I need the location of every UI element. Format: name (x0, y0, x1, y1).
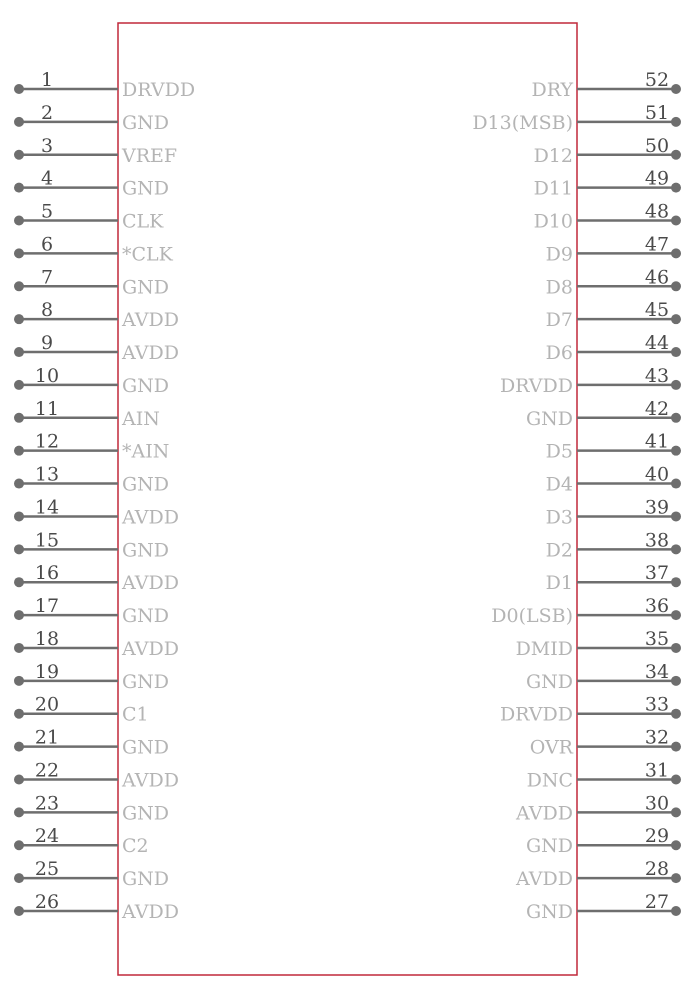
pin-terminal-dot (14, 446, 24, 456)
left-pin-3 (14, 135, 177, 167)
pin-terminal-dot (14, 610, 24, 620)
pin-terminal-dot (671, 709, 681, 719)
pin-terminal-dot (14, 511, 24, 521)
left-pin-6 (14, 233, 174, 265)
pin-number: 51 (644, 101, 670, 124)
pin-label: GND (122, 374, 170, 397)
pin-terminal-dot (14, 117, 24, 127)
pin-terminal-dot (671, 577, 681, 587)
right-pin-32 (530, 727, 681, 759)
pin-label: AVDD (516, 868, 573, 891)
pin-label: GND (122, 670, 170, 693)
left-pin-18 (14, 628, 179, 660)
pin-label: D13(MSB) (472, 111, 573, 134)
pin-terminal-dot (14, 676, 24, 686)
pin-terminal-dot (14, 479, 24, 489)
pin-number: 26 (34, 891, 60, 913)
pin-label: GND (122, 868, 170, 891)
left-pin-4 (14, 168, 169, 200)
right-pin-30 (515, 792, 681, 824)
pin-terminal-dot (671, 281, 681, 291)
pin-number: 9 (40, 332, 54, 355)
pin-terminal-dot (671, 347, 681, 357)
right-pin-47 (546, 233, 681, 265)
pin-label: GND (122, 802, 170, 825)
pin-number: 19 (34, 660, 60, 683)
pin-number: 52 (644, 69, 670, 91)
pin-terminal-dot (14, 807, 24, 817)
left-pin-7 (14, 266, 169, 298)
right-pin-50 (534, 135, 681, 167)
right-pin-42 (526, 398, 681, 430)
left-pin-25 (14, 858, 169, 890)
pin-number: 22 (34, 759, 60, 782)
pin-terminal-dot (671, 676, 681, 686)
pin-label: GND (525, 407, 573, 430)
pin-number: 34 (644, 660, 670, 683)
pin-terminal-dot (14, 347, 24, 357)
pin-label: *CLK (122, 243, 173, 266)
right-pin-44 (546, 332, 681, 364)
pin-number: 6 (40, 233, 54, 256)
pin-label: D12 (533, 144, 573, 167)
pin-label: CLK (122, 210, 164, 233)
right-pin-38 (546, 529, 681, 561)
pin-number: 28 (644, 858, 670, 881)
pin-terminal-dot (671, 117, 681, 127)
right-pin-27 (526, 891, 681, 923)
pin-terminal-dot (671, 873, 681, 883)
right-pin-49 (534, 168, 681, 200)
pin-number: 2 (40, 101, 54, 124)
pin-terminal-dot (671, 183, 681, 193)
left-pin-20 (14, 694, 149, 726)
pin-terminal-dot (14, 873, 24, 883)
right-pin-34 (526, 661, 681, 693)
pin-number: 18 (34, 627, 60, 650)
pin-terminal-dot (14, 544, 24, 554)
pin-number: 24 (34, 825, 60, 848)
pin-number: 31 (644, 759, 670, 782)
pin-terminal-dot (671, 610, 681, 620)
right-pin-52 (532, 69, 682, 101)
pin-number: 43 (644, 364, 670, 387)
left-pin-8 (14, 299, 179, 331)
pin-terminal-dot (14, 216, 24, 226)
pin-terminal-dot (671, 446, 681, 456)
right-pin-35 (516, 628, 681, 660)
pin-terminal-dot (14, 84, 24, 94)
pin-terminal-dot (14, 248, 24, 258)
pin-number: 36 (644, 595, 670, 618)
pin-label: AVDD (516, 802, 573, 825)
left-pin-12 (14, 431, 169, 463)
left-pin-group (14, 69, 195, 923)
pin-terminal-dot (671, 314, 681, 324)
pin-number: 10 (34, 364, 60, 387)
pin-terminal-dot (671, 807, 681, 817)
pin-number: 47 (644, 233, 670, 256)
pin-number: 8 (40, 299, 54, 322)
pin-terminal-dot (671, 248, 681, 258)
right-pin-41 (546, 431, 681, 463)
pin-number: 33 (644, 693, 670, 716)
pin-number: 16 (34, 562, 60, 585)
right-pin-33 (500, 694, 681, 726)
right-pin-45 (546, 299, 681, 331)
pin-label: DRVDD (122, 79, 196, 101)
pin-label: D8 (545, 276, 573, 299)
pin-number: 13 (34, 463, 60, 486)
left-pin-21 (14, 727, 169, 759)
pin-terminal-dot (14, 840, 24, 850)
pin-terminal-dot (14, 774, 24, 784)
pin-label: GND (525, 835, 573, 858)
pin-number: 17 (34, 595, 60, 618)
right-pin-39 (546, 496, 681, 528)
pin-terminal-dot (671, 511, 681, 521)
right-pin-43 (500, 365, 681, 397)
pin-number: 48 (644, 200, 670, 223)
left-pin-17 (14, 595, 169, 627)
pin-number: 35 (644, 627, 670, 650)
pin-number: 7 (40, 266, 54, 289)
pin-number: 45 (644, 299, 670, 322)
pin-label: AVDD (122, 309, 179, 332)
pin-terminal-dot (14, 906, 24, 916)
left-pin-23 (14, 792, 169, 824)
pin-terminal-dot (671, 840, 681, 850)
left-pin-13 (14, 464, 169, 496)
pin-label: GND (122, 473, 170, 496)
pin-label: GND (525, 670, 573, 693)
left-pin-15 (14, 529, 169, 561)
ic-body-outline (118, 23, 577, 975)
pin-number: 12 (34, 430, 60, 453)
pin-label: GND (122, 605, 170, 628)
left-pin-16 (14, 562, 179, 594)
pin-label: D1 (545, 572, 573, 595)
pin-terminal-dot (14, 709, 24, 719)
pin-terminal-dot (14, 577, 24, 587)
pin-label: VREF (122, 144, 178, 167)
pin-terminal-dot (671, 479, 681, 489)
pin-terminal-dot (14, 742, 24, 752)
pin-label: D6 (545, 342, 573, 365)
pin-number: 20 (34, 693, 60, 716)
pin-terminal-dot (14, 183, 24, 193)
pin-number: 1 (40, 69, 54, 91)
pin-number: 40 (644, 463, 670, 486)
pin-terminal-dot (671, 774, 681, 784)
left-pin-22 (14, 759, 179, 791)
left-pin-14 (14, 496, 179, 528)
pin-label: AIN (122, 407, 160, 430)
pin-label: D9 (545, 243, 573, 266)
pin-number: 14 (34, 496, 60, 519)
pin-terminal-dot (14, 413, 24, 423)
pin-label: AVDD (122, 342, 179, 365)
pin-label: C1 (122, 703, 149, 726)
pin-terminal-dot (14, 314, 24, 324)
pin-number: 44 (644, 332, 670, 355)
pin-label: OVR (529, 736, 573, 759)
pin-label: GND (122, 736, 170, 759)
pin-label: D4 (545, 473, 573, 496)
pin-number: 32 (644, 726, 670, 749)
pin-number: 29 (644, 825, 670, 848)
pin-terminal-dot (14, 281, 24, 291)
pin-label: DRVDD (499, 374, 573, 397)
pin-number: 39 (644, 496, 670, 519)
pin-terminal-dot (14, 380, 24, 390)
pin-label: D11 (533, 177, 573, 200)
pin-number: 11 (34, 397, 60, 420)
pin-label: GND (122, 111, 170, 134)
pin-terminal-dot (14, 643, 24, 653)
left-pin-2 (14, 102, 169, 134)
pin-label: AVDD (122, 637, 179, 660)
pin-number: 4 (40, 167, 54, 190)
pin-terminal-dot (671, 742, 681, 752)
pin-number: 27 (644, 891, 670, 913)
pin-number: 37 (644, 562, 670, 585)
pin-label: C2 (122, 835, 149, 858)
pin-number: 21 (34, 726, 60, 749)
left-pin-9 (14, 332, 179, 364)
pin-label: *AIN (122, 440, 170, 463)
pin-label: D3 (545, 506, 573, 529)
left-pin-10 (14, 365, 169, 397)
pin-label: D10 (533, 210, 573, 233)
right-pin-29 (526, 825, 681, 857)
right-pin-36 (491, 595, 681, 627)
pin-terminal-dot (671, 643, 681, 653)
pin-label: AVDD (122, 506, 179, 529)
pin-label: AVDD (122, 901, 179, 923)
pin-number: 23 (34, 792, 60, 815)
pin-terminal-dot (671, 380, 681, 390)
pin-label: DRY (531, 79, 573, 101)
pin-label: DNC (526, 769, 573, 792)
pin-number: 41 (644, 430, 670, 453)
left-pin-11 (14, 398, 160, 430)
pin-number: 15 (34, 529, 60, 552)
pin-label: D5 (545, 440, 573, 463)
pin-number: 5 (40, 200, 54, 223)
pin-number: 38 (644, 529, 670, 552)
left-pin-1 (14, 69, 195, 101)
pin-number: 49 (644, 167, 670, 190)
pin-label: GND (122, 177, 170, 200)
pin-terminal-dot (671, 150, 681, 160)
pin-terminal-dot (14, 150, 24, 160)
pin-label: D0(LSB) (491, 605, 573, 628)
pin-terminal-dot (671, 84, 681, 94)
pin-number: 50 (644, 134, 670, 157)
pin-terminal-dot (671, 216, 681, 226)
left-pin-26 (14, 891, 179, 923)
pin-label: GND (122, 539, 170, 562)
left-pin-24 (14, 825, 149, 857)
right-pin-46 (546, 266, 681, 298)
right-pin-31 (527, 759, 681, 791)
pin-label: D2 (545, 539, 573, 562)
pin-number: 25 (34, 858, 60, 881)
pin-label: DMID (515, 637, 573, 660)
right-pin-37 (546, 562, 681, 594)
pin-label: AVDD (122, 572, 179, 595)
pin-label: GND (525, 901, 573, 923)
pin-number: 42 (644, 397, 670, 420)
pin-number: 30 (644, 792, 670, 815)
pin-label: AVDD (122, 769, 179, 792)
pin-label: D7 (545, 309, 573, 332)
pin-label: GND (122, 276, 170, 299)
pin-number: 3 (40, 134, 54, 157)
pin-number: 46 (644, 266, 670, 289)
right-pin-40 (546, 464, 681, 496)
pin-terminal-dot (671, 544, 681, 554)
pin-terminal-dot (671, 906, 681, 916)
right-pin-48 (534, 201, 681, 233)
left-pin-5 (14, 201, 164, 233)
pin-terminal-dot (671, 413, 681, 423)
right-pin-28 (515, 858, 681, 890)
pin-label: DRVDD (499, 703, 573, 726)
left-pin-19 (14, 661, 169, 693)
